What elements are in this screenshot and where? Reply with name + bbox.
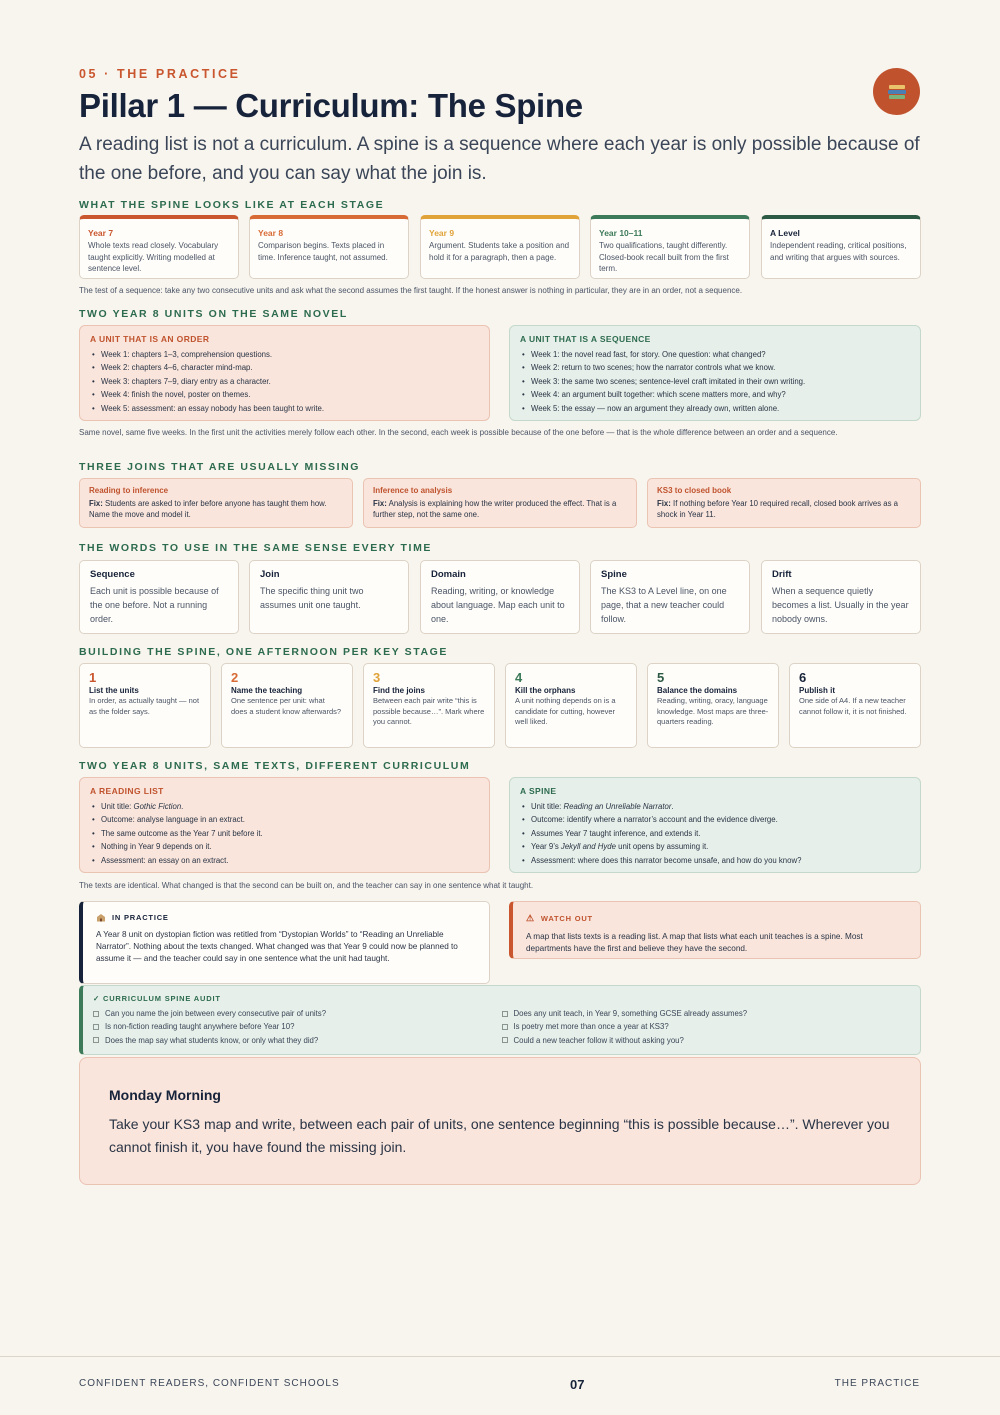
step-body: A unit nothing depends on is a candidate for cutting, however well liked. xyxy=(515,696,616,726)
join-fix: Analysis is explaining how the writer produced the effect. That is a further step, not the same one. xyxy=(373,499,617,519)
list-item: • Week 5: assessment: an essay nobody has been taught to write. xyxy=(90,402,479,415)
word-term: Domain xyxy=(431,569,466,580)
y9-suffix: unit opens by assuming it. xyxy=(615,842,709,852)
word-definition: The specific thing unit two assumes unit one taught. xyxy=(260,586,364,610)
section-kicker: 05 · THE PRACTICE xyxy=(79,67,241,81)
step-card-6 xyxy=(789,663,921,748)
join-body xyxy=(373,498,627,520)
watch-out-callout xyxy=(509,901,921,959)
step-title: Publish it xyxy=(799,686,835,695)
fix-label: Fix: xyxy=(373,499,387,508)
list-item: • Week 5: the essay — now an argument they already own, written alone. xyxy=(520,402,910,415)
word-term: Spine xyxy=(601,569,627,580)
fix-label: Fix: xyxy=(89,499,103,508)
list-item: • Outcome: identify where a narrator’s account and the evidence diverge. xyxy=(520,813,910,826)
word-term: Join xyxy=(260,569,280,580)
word-card-join xyxy=(249,560,409,634)
step-number: 5 xyxy=(657,670,665,685)
step-title: Find the joins xyxy=(373,686,425,695)
join-fix: Students are asked to infer before anyone has taught them how. Name the move and model it. xyxy=(89,499,327,519)
audit-question-text: Is poetry met more than once a year at KS3? xyxy=(513,1022,669,1032)
stage-card-year10-11 xyxy=(590,215,750,279)
step-number: 4 xyxy=(515,670,523,685)
units-note: Same novel, same five weeks. In the first unit the activities merely follow each other. In the second, each week is possible because of the one before — that is the whole difference between an order and a sequence. xyxy=(79,428,838,437)
steps-heading: BUILDING THE SPINE, ONE AFTERNOON PER KEY STAGE xyxy=(79,646,449,658)
audit-question xyxy=(93,1034,502,1047)
step-card-2 xyxy=(221,663,353,748)
step-number: 1 xyxy=(89,670,97,685)
audit-question-text: Is non-fiction reading taught anywhere before Year 10? xyxy=(105,1022,295,1032)
spine-title: A SPINE xyxy=(520,786,557,796)
word-card-sequence xyxy=(79,560,239,634)
order-unit-panel xyxy=(79,325,490,421)
lead-paragraph: A reading list is not a curriculum. A spine is a sequence where each year is only possible because of the one before, and you can say what the join is. xyxy=(79,134,920,184)
unit-title-suffix: . xyxy=(671,802,674,811)
stage-title: A Level xyxy=(770,228,800,238)
audit-question xyxy=(93,1020,502,1033)
list-item: • Nothing in Year 9 depends on it. xyxy=(90,840,479,853)
step-title: Name the teaching xyxy=(231,686,303,695)
audit-question xyxy=(502,1034,911,1047)
audit-label: CURRICULUM SPINE AUDIT xyxy=(102,994,221,1003)
step-body: Between each pair write “this is possible because…”. Mark where you cannot. xyxy=(373,696,485,726)
join-card-ks3-to-closed-book xyxy=(647,478,921,528)
joins-heading: THREE JOINS THAT ARE USUALLY MISSING xyxy=(79,461,361,473)
fix-label: Fix: xyxy=(657,499,671,508)
word-definition: When a sequence quietly becomes a list. Usually in the year nobody owns. xyxy=(772,586,909,624)
step-card-4 xyxy=(505,663,637,748)
unit-title-prefix: Unit title: xyxy=(531,802,564,811)
list-item: • Assessment: an essay on an extract. xyxy=(90,854,479,867)
list-item xyxy=(520,800,910,813)
word-definition: Each unit is possible because of the one before. Not a running order. xyxy=(90,586,219,624)
step-title: List the units xyxy=(89,686,139,695)
join-card-inference-to-analysis xyxy=(363,478,637,528)
join-fix: If nothing before Year 10 required recall, closed book arrives as a shock in Year 11. xyxy=(657,499,898,519)
checkbox-icon[interactable] xyxy=(93,1024,99,1030)
books-icon xyxy=(873,68,920,115)
watch-out-label: WATCH OUT xyxy=(540,914,593,923)
list-item: • Week 4: an argument built together: which scene matters more, and why? xyxy=(520,388,910,401)
word-card-drift xyxy=(761,560,921,634)
checkbox-icon[interactable] xyxy=(93,1037,99,1043)
step-body: In order, as actually taught — not as the folder says. xyxy=(89,696,200,716)
word-term: Drift xyxy=(772,569,792,580)
audit-question-text: Does any unit teach, in Year 9, something GCSE already assumes? xyxy=(513,1009,748,1018)
list-item: • Assumes Year 7 taught inference, and extends it. xyxy=(520,827,910,840)
unit-title-prefix: Unit title: xyxy=(101,802,134,811)
step-body: One sentence per unit: what does a student know afterwards? xyxy=(231,696,342,716)
step-title: Balance the domains xyxy=(657,686,738,695)
stages-note: The test of a sequence: take any two consecutive units and ask what the second assumes the first taught. If the honest answer is nothing in particular, they are in an order, not a sequence. xyxy=(79,286,743,295)
y9-prefix: Year 9’s xyxy=(531,842,561,852)
word-definition: The KS3 to A Level line, on one page, that a new teacher could follow. xyxy=(601,586,727,624)
step-title: Kill the orphans xyxy=(515,686,576,695)
stage-title: Year 8 xyxy=(258,228,284,238)
watch-out-body: A map that lists texts is a reading list. A map that lists what each unit teaches is a spine. Most departments have the first and believe they have the second. xyxy=(526,932,863,953)
stage-body: Whole texts read closely. Vocabulary taught explicitly. Writing modelled at sentence level. xyxy=(88,241,219,273)
page-number: 07 xyxy=(570,1377,585,1392)
list-item: • Week 3: chapters 7–9, diary entry as a character. xyxy=(90,375,479,388)
unit-title: Gothic Fiction xyxy=(133,802,182,811)
spine-panel xyxy=(509,777,921,873)
join-title: Inference to analysis xyxy=(373,486,453,495)
unit-title-suffix: . xyxy=(181,802,184,811)
reading-list-panel xyxy=(79,777,490,873)
in-practice-callout xyxy=(79,901,490,984)
audit-question xyxy=(93,1007,502,1020)
audit-question-text: Does the map say what students know, or only what they did? xyxy=(105,1035,319,1045)
curriculum-heading: TWO YEAR 8 UNITS, SAME TEXTS, DIFFERENT CURRICULUM xyxy=(79,760,471,772)
word-card-spine xyxy=(590,560,750,634)
join-body xyxy=(657,498,911,520)
join-title: Reading to inference xyxy=(89,486,169,495)
unit-title: Reading an Unreliable Narrator xyxy=(563,802,672,811)
stage-card-a-level xyxy=(761,215,921,279)
list-item: • Week 4: finish the novel, poster on themes. xyxy=(90,388,479,401)
audit-question xyxy=(502,1007,911,1020)
list-item: • The same outcome as the Year 7 unit before it. xyxy=(90,827,479,840)
audit-question-text: Can you name the join between every consecutive pair of units? xyxy=(105,1009,327,1018)
step-card-1 xyxy=(79,663,211,748)
units-heading: TWO YEAR 8 UNITS ON THE SAME NOVEL xyxy=(79,308,348,320)
join-body xyxy=(89,498,343,520)
reading-list-title: A READING LIST xyxy=(90,786,164,796)
stage-title: Year 10–11 xyxy=(599,228,643,238)
sequence-unit-panel xyxy=(509,325,921,421)
list-item: • Week 2: chapters 4–6, character mind-map. xyxy=(90,361,479,374)
footer-divider xyxy=(0,1356,1000,1357)
curriculum-audit xyxy=(79,985,921,1055)
list-item: • Week 1: the novel read fast, for story. One question: what changed? xyxy=(520,348,910,361)
step-card-3 xyxy=(363,663,495,748)
stage-body: Independent reading, critical positions, and writing that argues with sources. xyxy=(770,241,907,262)
word-card-domain xyxy=(420,560,580,634)
in-practice-label: IN PRACTICE xyxy=(112,913,169,922)
stage-body: Two qualifications, taught differently. Closed-book recall built from the first term. xyxy=(599,241,729,273)
monday-morning-box xyxy=(79,1057,921,1185)
monday-body: Take your KS3 map and write, between each pair of units, one sentence beginning “this is possible because…”. Wherever you cannot finish it, you have found the missing join. xyxy=(109,1116,890,1155)
step-body: One side of A4. If a new teacher cannot follow it, it is not finished. xyxy=(799,696,907,716)
checkbox-icon[interactable] xyxy=(502,1011,508,1017)
word-definition: Reading, writing, or knowledge about language. Map each unit to one. xyxy=(431,586,565,624)
list-item: • Week 2: return to two scenes; how the narrator controls what we know. xyxy=(520,361,910,374)
stage-body: Argument. Students take a position and hold it for a paragraph, then a page. xyxy=(429,241,570,262)
step-card-5 xyxy=(647,663,779,748)
join-card-reading-to-inference xyxy=(79,478,353,528)
step-number: 2 xyxy=(231,670,239,685)
footer-right: THE PRACTICE xyxy=(834,1378,920,1389)
list-item: • Assessment: where does this narrator become unsafe, and how do you know? xyxy=(520,854,910,867)
monday-title: Monday Morning xyxy=(109,1087,221,1103)
step-number: 6 xyxy=(799,670,807,685)
checkbox-icon[interactable] xyxy=(502,1024,508,1030)
checkbox-icon[interactable] xyxy=(93,1011,99,1017)
stage-card-year9 xyxy=(420,215,580,279)
step-body: Reading, writing, oracy, language knowledge. Most maps are three-quarters reading. xyxy=(657,696,769,726)
stages-heading: WHAT THE SPINE LOOKS LIKE AT EACH STAGE xyxy=(79,199,385,211)
audit-question-text: Could a new teacher follow it without asking you? xyxy=(513,1035,684,1045)
check-icon: ✓ xyxy=(93,994,101,1003)
footer-left: CONFIDENT READERS, CONFIDENT SCHOOLS xyxy=(79,1378,340,1389)
stage-title: Year 9 xyxy=(429,228,455,238)
school-icon xyxy=(96,913,106,922)
sequence-unit-title: A UNIT THAT IS A SEQUENCE xyxy=(520,334,651,344)
list-item: • Outcome: analyse language in an extract. xyxy=(90,813,479,826)
page-title: Pillar 1 — Curriculum: The Spine xyxy=(79,87,583,124)
order-unit-title: A UNIT THAT IS AN ORDER xyxy=(90,334,210,344)
list-item xyxy=(90,800,479,813)
words-heading: THE WORDS TO USE IN THE SAME SENSE EVERY TIME xyxy=(79,542,433,554)
curriculum-note: The texts are identical. What changed is that the second can be built on, and the teacher can say in one sentence what it taught. xyxy=(79,881,534,890)
join-title: KS3 to closed book xyxy=(657,486,732,495)
audit-question xyxy=(502,1020,911,1033)
warning-icon: ⚠ xyxy=(526,913,535,923)
stage-body: Comparison begins. Texts placed in time. Inference taught, not assumed. xyxy=(258,241,388,262)
word-term: Sequence xyxy=(90,569,135,580)
stage-card-year7 xyxy=(79,215,239,279)
list-item xyxy=(520,840,910,853)
step-number: 3 xyxy=(373,670,381,685)
y9-title: Jekyll and Hyde xyxy=(560,842,616,852)
stage-card-year8 xyxy=(249,215,409,279)
list-item: • Week 3: the same two scenes; sentence-level craft imitated in their own writing. xyxy=(520,375,910,388)
in-practice-body: A Year 8 unit on dystopian fiction was retitled from “Dystopian Worlds” to “Reading an Unreliable Narrator”. Nothing about the texts changed. What changed was that Year 9 could now be planned to assume it — and the teacher could say in one sentence what the unit had taught. xyxy=(96,930,458,963)
stage-title: Year 7 xyxy=(88,228,114,238)
checkbox-icon[interactable] xyxy=(502,1037,508,1043)
list-item: • Week 1: chapters 1–3, comprehension questions. xyxy=(90,348,479,361)
